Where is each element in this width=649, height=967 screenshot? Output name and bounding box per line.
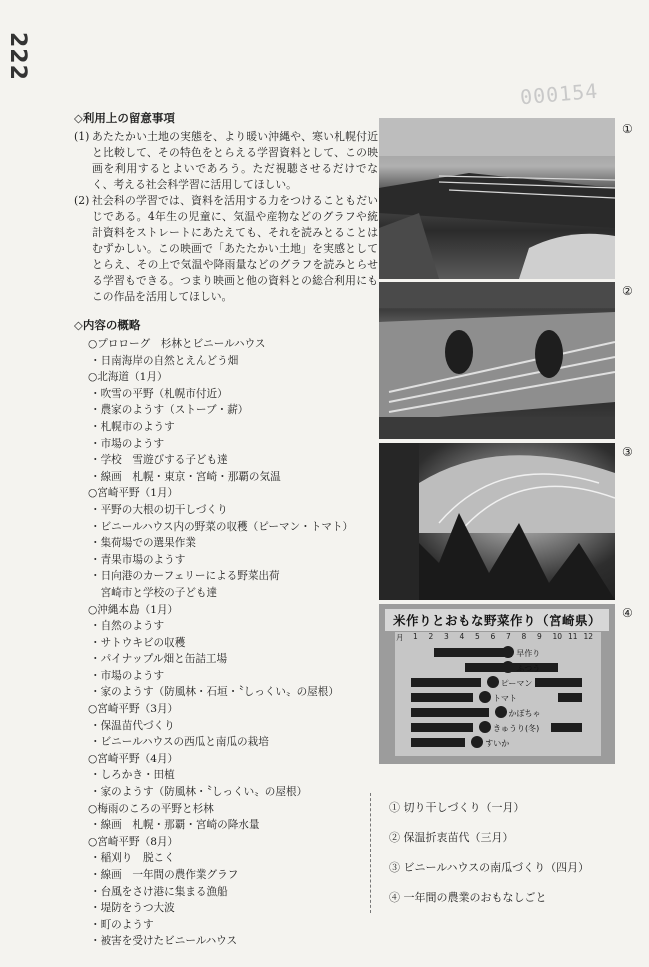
outline-subitem: ・平野の大根の切干しづくり: [90, 503, 228, 516]
crop-icon: [479, 691, 491, 703]
chart-row-label: きゅうり(冬): [493, 724, 540, 733]
page-number: 222: [5, 32, 30, 81]
outline-subitem: ・青果市場のようす: [90, 553, 186, 566]
outline-subitem: ・自然のようす: [90, 620, 165, 633]
chart-row: [395, 693, 601, 703]
chart-row: [395, 678, 601, 688]
month-tick-label: 11: [568, 632, 578, 641]
outline-subitem: ・学校 雪遊びする子ども達: [90, 454, 228, 467]
chart-bar: [535, 678, 582, 687]
month-tick-label: 8: [521, 632, 527, 641]
chart-bar: [551, 723, 582, 732]
photo-number-3: ③: [622, 445, 633, 459]
chart-row-label: すいか: [485, 739, 510, 748]
chart-row: [395, 708, 601, 718]
caption-3: ③ ビニールハウスの南瓜づくり（四月）: [389, 861, 590, 874]
chart-row-label: ふつう: [516, 664, 541, 673]
chart-bar: [411, 723, 473, 732]
outline-subitem: ・保温苗代づくり: [90, 719, 175, 732]
outline-subitem: ・農家のようす（ストーブ・薪）: [90, 404, 249, 417]
chart-row: [395, 738, 601, 748]
outline-subitem: ・札幌市のようす: [90, 420, 175, 433]
outline-subitem: ・町のようす: [90, 918, 154, 931]
chart-bar: [411, 708, 489, 717]
outline-subitem: 宮崎市と学校の子ども達: [90, 586, 218, 599]
chart-row: [395, 663, 601, 673]
photo-greenhouse-pumpkin: [379, 443, 615, 600]
outline-subitem: ・日南海岸の自然とえんどう畑: [90, 354, 239, 367]
usage-note-2: [74, 193, 378, 305]
crop-icon: [495, 706, 507, 718]
crop-icon: [502, 646, 514, 658]
outline-heading: ◇内容の概略: [74, 318, 141, 332]
chart-row: [395, 723, 601, 733]
chart-plot-area: [395, 632, 601, 756]
outline-section: ○宮崎平野（8月）: [88, 835, 179, 848]
outline-subitem: ・被害を受けたビニールハウス: [90, 935, 238, 948]
month-tick-label: 4: [459, 632, 465, 641]
chart-bar: [411, 693, 473, 702]
month-tick-label: 1: [413, 632, 418, 641]
outline-subitem: ・ビニールハウス内の野菜の収穫（ピーマン・トマト）: [90, 520, 354, 533]
outline-subitem: ・線画 一年間の農作業グラフ: [90, 869, 239, 881]
chart-title: 米作りとおもな野菜作り（宮崎県）: [385, 609, 609, 631]
outline-section: ○梅雨のころの平野と杉林: [88, 802, 214, 815]
chart-row-label: ピーマン: [500, 679, 533, 688]
caption-4: ④ 一年間の農業のおもなしごと: [389, 891, 547, 904]
photo-rice-seedbed: [379, 282, 615, 439]
outline-subitem: ・しろかき・田植: [90, 769, 175, 782]
outline-subitem: ・パイナップル畑と缶詰工場: [90, 653, 228, 666]
outline-subitem: ・稲刈り 脱こく: [90, 852, 175, 865]
outline-subitem: ・市場のようす: [90, 437, 165, 450]
chart-row-label: かぼちゃ: [508, 709, 541, 718]
outline-section: ○宮崎平野（4月）: [88, 752, 179, 765]
outline-subitem: ・線画 札幌・東京・宮崎・那覇の気温: [90, 470, 281, 483]
outline-subitem: ・集荷場での選果作業: [90, 537, 196, 550]
month-tick-label: 9: [537, 632, 542, 641]
chart-bar: [411, 678, 481, 687]
outline-section: ○沖縄本島（1月）: [88, 603, 179, 616]
left-column: [74, 110, 378, 950]
photo-captions: [370, 793, 639, 913]
chart-bar: [558, 693, 581, 702]
outline-subitem: ・ビニールハウスの西瓜と南瓜の栽培: [90, 736, 269, 749]
photo-radish-drying: [379, 118, 615, 279]
archive-stamp: 000154: [519, 78, 600, 110]
month-tick-label: 12: [583, 632, 594, 641]
chart-row-label: トマト: [493, 694, 517, 703]
month-tick-label: 3: [444, 632, 449, 641]
month-tick-label: 5: [475, 632, 480, 641]
month-tick-label: 6: [490, 632, 496, 641]
month-axis: [395, 632, 601, 643]
outline-subitem: ・台風をさけ港に集まる漁船: [90, 885, 228, 898]
outline-subitem: ・家のようす（防風林・石垣・〝しっくい〟の屋根）: [90, 686, 339, 699]
outline-subitem: ・サトウキビの収穫: [90, 636, 186, 649]
photo-number-4: ④: [622, 606, 633, 620]
outline-subitem: ・吹雪の平野（札幌市付近）: [90, 387, 228, 400]
outline-subitem: ・家のようす（防風林・〝しっくい〟の屋根）: [90, 786, 308, 799]
crop-icon: [471, 736, 483, 748]
usage-note-text: あたたかい土地の実態を、より暖い沖縄や、寒い札幌付近と比較して、その特色をとらえる学習資料として、この映画を利用するとよいであろう。ただ視聴させるだけでなく、考える社会科学習に活用してほしい。: [92, 130, 378, 191]
outline-subitem: ・線画 札幌・那覇・宮崎の降水量: [90, 819, 260, 832]
usage-note-1: [74, 129, 378, 193]
month-tick-label: 10: [552, 632, 563, 641]
usage-note-number: (2): [74, 194, 90, 207]
crop-icon: [479, 721, 491, 733]
chart-bar: [411, 738, 465, 747]
month-tick-label: 7: [506, 632, 511, 641]
outline-section: ○宮崎平野（3月）: [88, 703, 179, 716]
month-axis-prefix: 月: [396, 633, 404, 642]
photo-number-2: ②: [622, 284, 633, 298]
usage-notes-heading: ◇利用上の留意事項: [74, 111, 175, 125]
outline-section: ○北海道（1月）: [88, 371, 168, 384]
usage-note-text: 社会科の学習では、資料を活用する力をつけることもだいじである。4年生の児童に、気温や産物などのグラフや統計資料をストレートにあたえても、それを読みとることはむずかしい。この映画で「あたたかい土地」を実感としてとらえ、その上で気温や降雨量などのグラフを読みとらせる学習もできる。つまり映画と他の資料との総合利用にもこの作品を活用してほしい。: [92, 194, 378, 303]
chart-bar: [434, 648, 512, 657]
outline-subitem: ・市場のようす: [90, 669, 165, 682]
chart-row-label: 早作り: [516, 649, 541, 658]
outline-section: ○宮崎平野（1月）: [88, 487, 179, 500]
outline-section: ○プロローグ 杉林とビニールハウス: [88, 338, 266, 350]
caption-1: ① 切り干しづくり（一月）: [389, 801, 525, 814]
usage-note-number: (1): [74, 130, 90, 143]
crop-calendar-chart: [379, 604, 615, 764]
crop-icon: [487, 676, 499, 688]
outline-subitem: ・堤防をうつ大波: [90, 902, 175, 915]
photo-number-1: ①: [622, 122, 633, 136]
month-tick-label: 2: [428, 632, 434, 641]
caption-2: ② 保温折衷苗代（三月）: [389, 831, 514, 844]
outline-subitem: ・日向港のカーフェリーによる野菜出荷: [90, 570, 280, 583]
chart-row: [395, 648, 601, 658]
content-outline-list: [74, 336, 378, 950]
